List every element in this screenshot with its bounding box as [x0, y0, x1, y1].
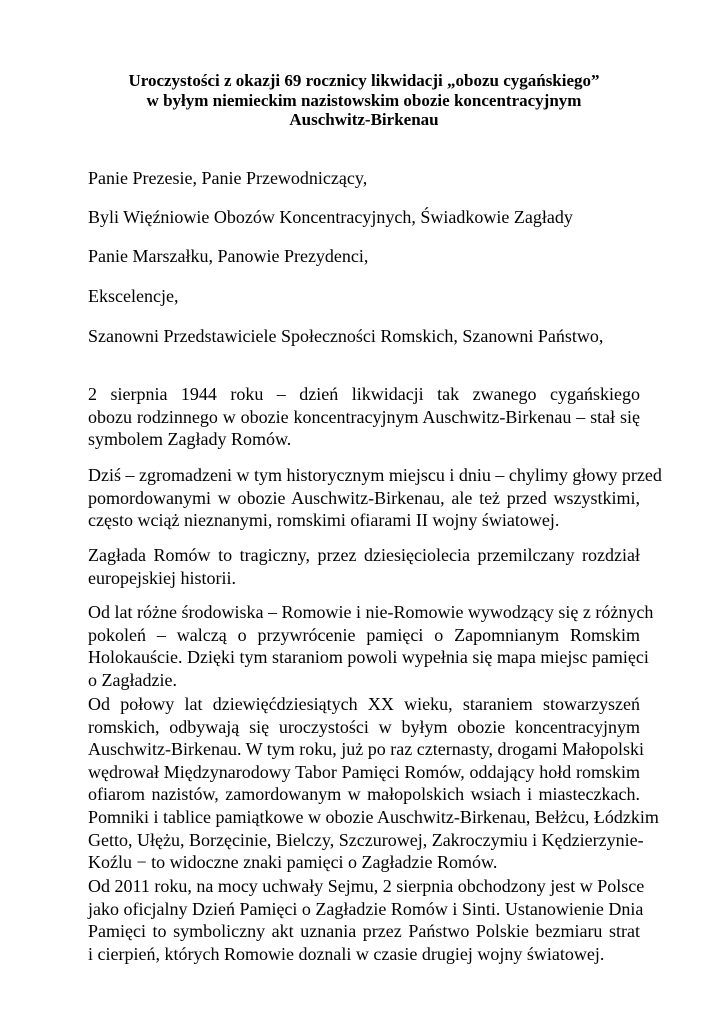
- paragraph-line: i cierpień, których Romowie doznali w czasie drugiej wojny światowej.: [88, 943, 605, 964]
- title-line: Uroczystości z okazji 69 rocznicy likwidacji „obozu cygańskiego”: [128, 71, 600, 90]
- paragraph: [88, 544, 640, 589]
- title-line: Auschwitz-Birkenau: [289, 110, 439, 129]
- paragraph-line: Dziś – zgromadzeni w tym historycznym miejscu i dniu – chylimy głowy przed: [88, 465, 662, 485]
- paragraph-line: Auschwitz-Birkenau. W tym roku, już po raz czternasty, drogami Małopolski: [88, 739, 645, 760]
- paragraph-line: 2 sierpnia 1944 roku – dzień likwidacji tak zwanego cygańskiego: [88, 384, 640, 404]
- paragraph-line: wędrował Międzynarodowy Tabor Pamięci Romów, oddający hołd romskim: [88, 761, 640, 782]
- paragraph: [88, 601, 654, 691]
- paragraph-line: pomordowanymi w obozie Auschwitz-Birkenau, ale też przed wszystkimi,: [88, 487, 640, 508]
- paragraph-line: o Zagładzie.: [88, 669, 177, 690]
- paragraph-line: Pamięci to symboliczny akt uznania przez Państwo Polskie bezmiaru strat: [88, 921, 640, 942]
- paragraph-line: często wciąż nieznanymi, romskimi ofiarami II wojny światowej.: [88, 510, 560, 531]
- paragraph: [88, 693, 659, 874]
- title-line: w byłym niemieckim nazistowskim obozie koncentracyjnym: [146, 90, 582, 110]
- greeting-line: Panie Prezesie, Panie Przewodniczący,: [88, 168, 368, 188]
- paragraph-line: Od lat różne środowiska – Romowie i nie-Romowie wywodzący się z różnych: [88, 602, 654, 622]
- paragraph-line: Od połowy lat dziewięćdziesiątych XX wieku, staraniem stowarzyszeń: [88, 694, 640, 714]
- document-title: [88, 71, 640, 130]
- greeting-line: Panie Marszałku, Panowie Prezydenci,: [88, 246, 369, 266]
- paragraph-line: obozu rodzinnego w obozie koncentracyjnym Auschwitz-Birkenau – stał się: [88, 406, 640, 427]
- greeting-line: Byli Więźniowie Obozów Koncentracyjnych, Świadkowie Zagłady: [88, 207, 573, 227]
- paragraph-line: pokoleń – walczą o przywrócenie pamięci o Zapomnianym Romskim: [88, 624, 640, 645]
- greeting-line: Szanowni Przedstawiciele Społeczności Romskich, Szanowni Państwo,: [88, 326, 604, 346]
- paragraph-line: ofiarom nazistów, zamordowanym w małopolskich wsiach i miasteczkach.: [88, 784, 640, 805]
- paragraph-line: Pomniki i tablice pamiątkowe w obozie Auschwitz-Birkenau, Bełżcu, Łódzkim: [88, 806, 659, 827]
- paragraph: [88, 383, 640, 451]
- paragraph-line: Holokauście. Dzięki tym staraniom powoli wypełnia się mapa miejsc pamięci: [88, 647, 649, 668]
- greeting-line: Ekscelencje,: [88, 286, 179, 306]
- paragraph-line: Zagłada Romów to tragiczny, przez dziesięciolecia przemilczany rozdział: [88, 545, 640, 565]
- paragraph-line: Od 2011 roku, na mocy uchwały Sejmu, 2 sierpnia obchodzony jest w Polsce: [88, 876, 645, 896]
- paragraph-line: romskich, odbywają się uroczystości w byłym obozie koncentracyjnym: [88, 716, 640, 737]
- paragraph: [88, 875, 645, 965]
- paragraph: [88, 464, 662, 532]
- paragraph-line: jako oficjalny Dzień Pamięci o Zagładzie Romów i Sinti. Ustanowienie Dnia: [88, 898, 644, 919]
- paragraph-line: Getto, Ułężu, Borzęcinie, Bielczy, Szczurowej, Zakroczymiu i Kędzierzynie-: [88, 829, 644, 850]
- paragraph-line: symbolem Zagłady Romów.: [88, 429, 292, 450]
- paragraph-line: Koźlu − to widoczne znaki pamięci o Zagładzie Romów.: [88, 852, 498, 873]
- paragraph-line: europejskiej historii.: [88, 567, 236, 588]
